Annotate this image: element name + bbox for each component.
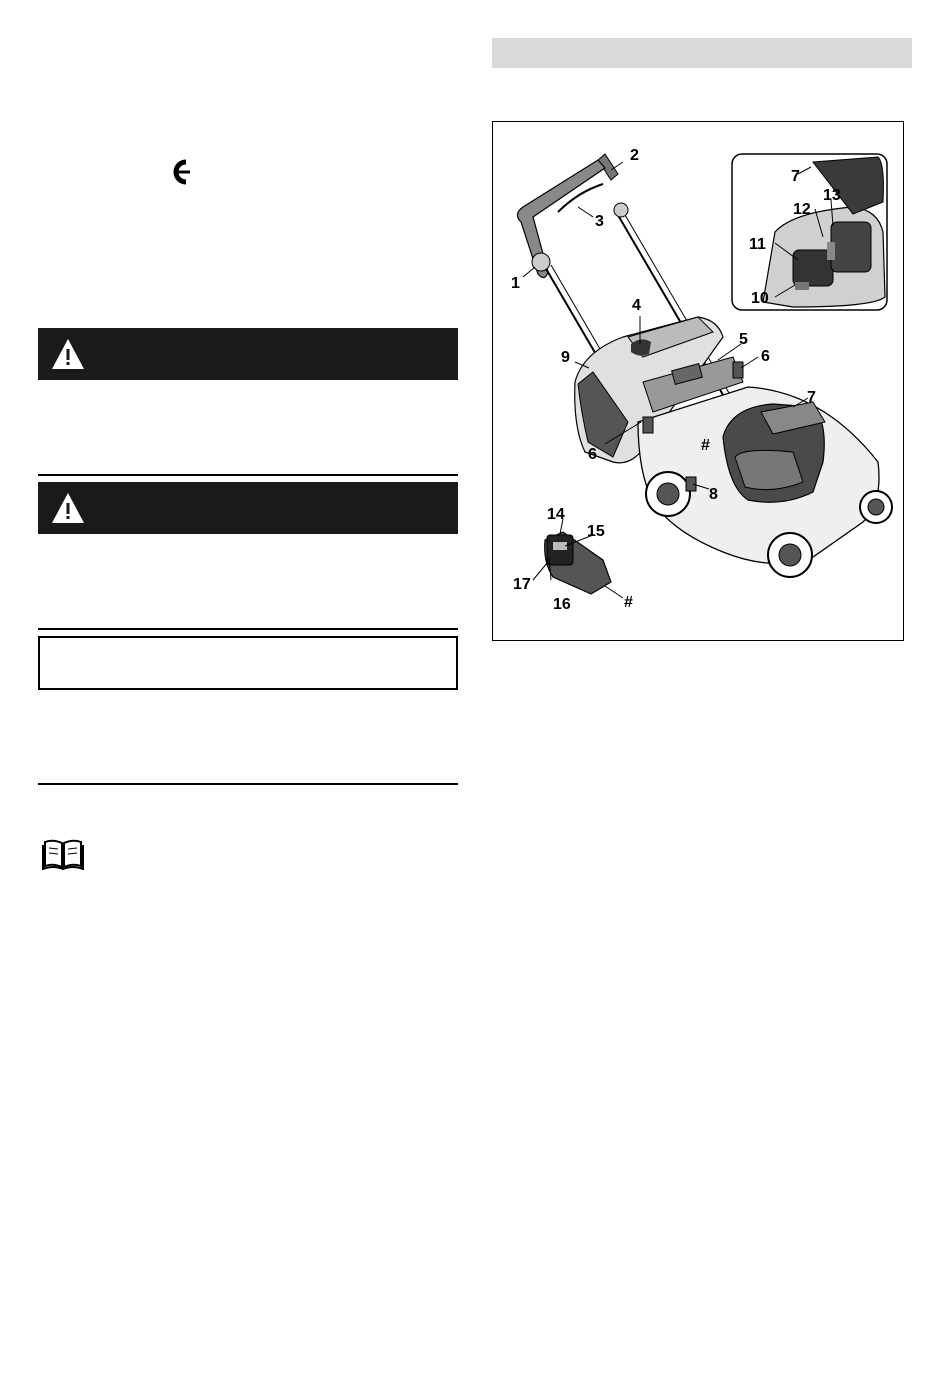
callout-11: 11 [749,236,766,253]
callout-10: 10 [751,290,769,307]
ce-mark-icon [166,158,196,186]
callout-15: 15 [587,523,605,540]
callout-6-right: 6 [761,348,770,365]
height-lever-right [733,362,743,378]
mower-figure [492,121,904,641]
callout-13: 13 [823,187,841,204]
callout-5: 5 [739,331,748,348]
callout-7-mower: 7 [807,389,816,406]
inset-battery-2 [831,222,871,272]
open-book-icon [42,838,84,870]
warning-triangle-icon [48,488,88,528]
callout-7-inset: 7 [791,168,800,185]
callout-8: 8 [709,486,718,503]
callout-14: 14 [547,506,565,523]
callout-6-left: 6 [588,446,597,463]
callout-16: 16 [553,596,571,613]
callout-4: 4 [632,297,641,314]
callout-17: 17 [513,576,531,593]
warning-banner-2 [38,482,458,534]
notice-box [38,636,458,690]
callout-1: 1 [511,275,520,292]
callout-9: 9 [561,349,570,366]
callout-2: 2 [630,147,639,164]
callout-12: 12 [793,201,811,218]
section-divider [38,628,458,630]
warning-triangle-icon [48,334,88,374]
height-lever-left [643,417,653,433]
callout-hash-battery: # [624,594,633,611]
handle-knob-left [532,253,550,271]
inset-slot [827,242,835,260]
callout-hash-mower: # [701,437,710,454]
section-divider [38,474,458,476]
battery-display [553,542,567,550]
mower-illustration [493,122,903,640]
inset-latch [795,282,809,290]
section-divider [38,783,458,785]
handle-bar [517,160,605,278]
warning-banner-1 [38,328,458,380]
callout-3: 3 [595,213,604,230]
section-heading-bar [492,38,912,68]
handle-knob-right [614,203,628,217]
